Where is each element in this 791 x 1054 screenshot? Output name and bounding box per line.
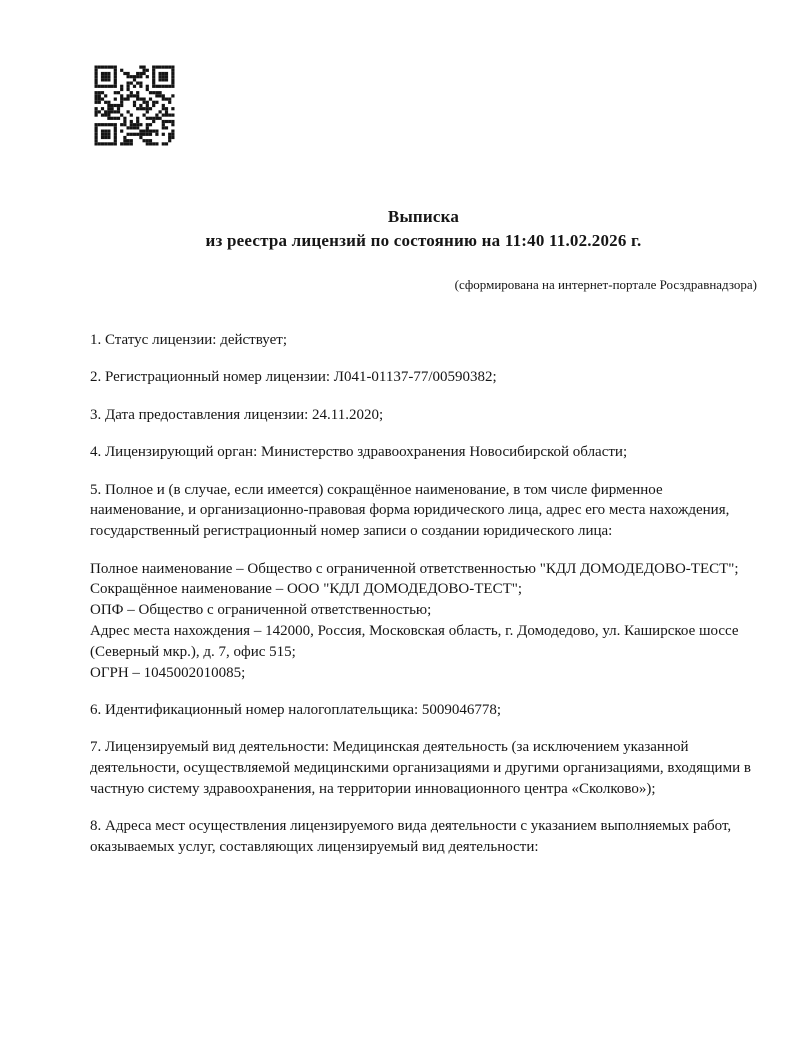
paragraph bbox=[90, 367, 757, 388]
paragraph bbox=[90, 330, 757, 351]
paragraph bbox=[90, 737, 757, 799]
paragraph-line: ОПФ – Общество с ограниченной ответственностью; bbox=[90, 602, 432, 619]
document-title-line-1: Выписка bbox=[387, 207, 460, 226]
document-title-line-2: из реестра лицензий по состоянию на 11:40 11.02.2026 г. bbox=[205, 231, 642, 250]
paragraph bbox=[90, 559, 757, 684]
paragraph-line: Адрес места нахождения – 142000, Россия, Московская область, г. Домодедово, ул. Каширское шоссе (Северный мкр.), д. 7, офис 515; bbox=[90, 622, 739, 660]
paragraph-line: 4. Лицензирующий орган: Министерство здравоохранения Новосибирской области; bbox=[90, 444, 628, 461]
paragraph-line: 8. Адреса мест осуществления лицензируемого вида деятельности с указанием выполняемых работ, оказываемых услуг, составляющих лицензируемый вид деятельности: bbox=[90, 818, 732, 856]
paragraph-line: 1. Статус лицензии: действует; bbox=[90, 332, 287, 348]
paragraph-line: Полное наименование – Общество с ограниченной ответственностью "КДЛ ДОМОДЕДОВО-ТЕСТ"; bbox=[90, 560, 739, 577]
paragraph bbox=[90, 700, 757, 721]
paragraph-line: 5. Полное и (в случае, если имеется) сокращённое наименование, в том числе фирменное наименование, и организационно-правовая форма юридического лица, адрес его места нахождения, государственный регистрационный номер записи о создании юридического лица: bbox=[90, 481, 730, 540]
paragraph-line: 2. Регистрационный номер лицензии: Л041-01137-77/00590382; bbox=[90, 369, 497, 386]
document-title bbox=[90, 205, 757, 253]
paragraph bbox=[90, 480, 757, 542]
paragraph bbox=[90, 816, 757, 858]
paragraph-line: ОГРН – 1045002010085; bbox=[90, 664, 246, 681]
paragraph bbox=[90, 405, 757, 426]
paragraph-line: 3. Дата предоставления лицензии: 24.11.2020; bbox=[90, 406, 384, 423]
paragraph-line: Сокращённое наименование – ООО "КДЛ ДОМОДЕДОВО-ТЕСТ"; bbox=[90, 581, 523, 598]
document-body bbox=[90, 330, 757, 874]
document-subtitle: (сформирована на интернет-портале Росздравнадзора) bbox=[454, 277, 757, 292]
paragraph-line: 7. Лицензируемый вид деятельности: Медицинская деятельность (за исключением указанной деятельности, осуществляемой медицинскими организациями и другими организациями, входящими в частную систему здравоохранения, на территории инновационного центра «Сколково»); bbox=[90, 739, 751, 797]
paragraph bbox=[90, 442, 757, 463]
qr-code-icon bbox=[93, 64, 176, 147]
paragraph-line: 6. Идентификационный номер налогоплательщика: 5009046778; bbox=[90, 701, 502, 718]
